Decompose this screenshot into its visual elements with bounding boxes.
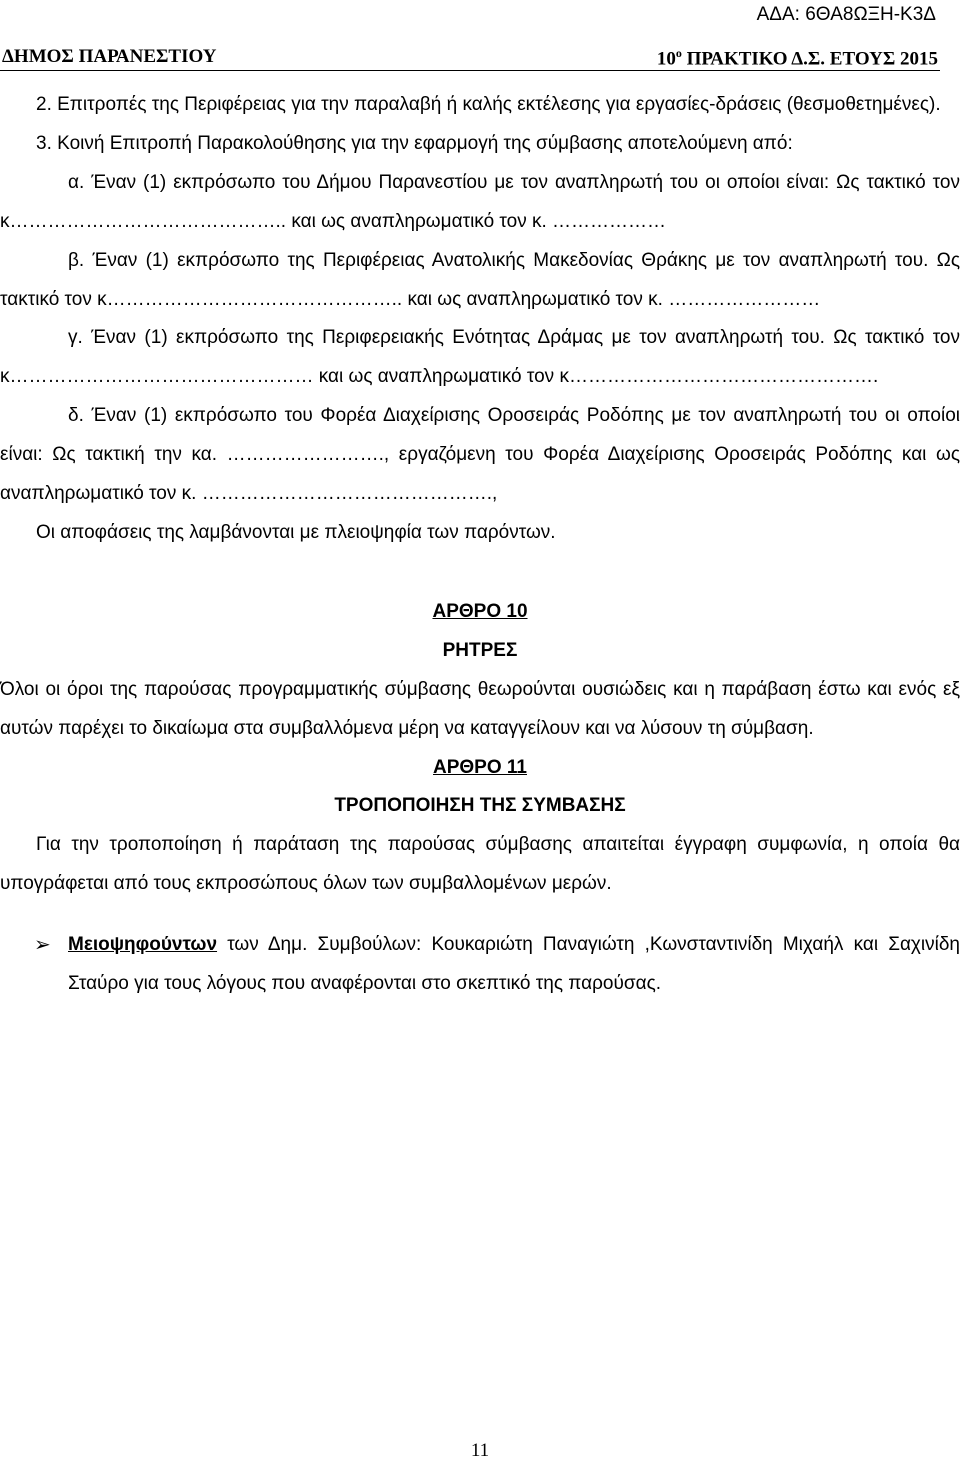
article-11-title: ΑΡΘΡΟ 11 [433,756,527,778]
municipality-name: ΔΗΜΟΣ ΠΑΡΑΝΕΣΤΙΟΥ [2,46,217,67]
arrowhead-bullet-icon: ➢ [34,934,51,957]
paragraph-2: 2. Επιτροπές της Περιφέρειας για την παραλαβή ή καλής εκτέλεσης για εργασίες-δράσεις (θεσμοθετημένες). [36,94,941,115]
article-11-text: Για την τροποποίηση ή παράταση της παρούσας σύμβασης απαιτείται έγγραφη συμφωνία, η οποία θα υπογράφεται από τους εκπροσώπους όλων των συμβαλλομένων μερών. [0,834,960,895]
spacer [0,553,960,593]
minutes-rest: ΠΡΑΚΤΙΚΟ Δ.Σ. ΕΤΟΥΣ 2015 [681,48,938,70]
minutes-title [657,46,938,70]
article-10-subtitle: ΡΗΤΡΕΣ [442,639,518,661]
vote-paragraph [0,926,960,1004]
document-body [0,86,960,1004]
paragraph-b: β. Έναν (1) εκπρόσωπο της Περιφέρειας Ανατολικής Μακεδονίας Θράκης με τον αναπληρωτή του. Ως τακτικό τον κ……………………………………….. και ως αναπληρωματικό τον κ. …………………… [0,249,960,310]
paragraph-d: δ. Έναν (1) εκπρόσωπο του Φορέα Διαχείρισης Οροσειράς Ροδόπης με τον αναπληρωτή του οι οποίοι είναι: Ως τακτική την κα. ……………………., εργαζόμενη του Φορέα Διαχείρισης Οροσειράς Ροδόπης και ως αναπληρωματικό τον κ. ………………………………………., [0,405,960,505]
paragraph-a: α. Έναν (1) εκπρόσωπο του Δήμου Παρανεστίου με τον αναπληρωτή του οι οποίοι είναι: Ως τακτικό τον κ…………………………………….. και ως αναπληρωματικό τον κ. ……………… [0,171,960,232]
minutes-number: 10 [656,48,676,70]
paragraph-c: γ. Έναν (1) εκπρόσωπο της Περιφερειακής Ενότητας Δράμας με τον αναπληρωτή του. Ως τακτικό τον κ………………………………………… και ως αναπληρωματικό τον κ…………………………………………. [0,327,960,388]
spacer [0,904,960,926]
minority-text: των Δημ. Συμβούλων: Κουκαριώτη Παναγιώτη ,Κωνσταντινίδη Μιχαήλ και Σαχινίδη Σταύρο για τους λόγους που αναφέρονται στο σκεπτικό της παρούσας. [68,934,960,995]
article-10-text: Όλοι οι όροι της παρούσας προγραμματικής σύμβασης θεωρούνται ουσιώδεις και η παράβαση έστω και ενός εξ αυτών παρέχει το δικαίωμα στα συμβαλλόμενα μέρη να καταγγείλουν και να λύσουν τη σύμβαση. [0,678,960,739]
article-10-title: ΑΡΘΡΟ 10 [432,600,528,622]
ada-code: ΑΔΑ: 6ΘΑ8ΩΞΗ-Κ3Δ [756,4,936,25]
ordinal-sup: ο [675,46,682,60]
article-11-subtitle: ΤΡΟΠΟΠΟΙΗΣΗ ΤΗΣ ΣΥΜΒΑΣΗΣ [334,795,626,817]
minority-label: Μειοψηφούντων [68,934,218,956]
decisions-paragraph: Οι αποφάσεις της λαμβάνονται με πλειοψηφία των παρόντων. [36,521,556,543]
page-number: 11 [470,1440,490,1461]
header-rule [0,70,940,71]
running-header [2,46,938,70]
paragraph-3: 3. Κοινή Επιτροπή Παρακολούθησης για την εφαρμογή της σύμβασης αποτελούμενη από: [36,132,793,154]
